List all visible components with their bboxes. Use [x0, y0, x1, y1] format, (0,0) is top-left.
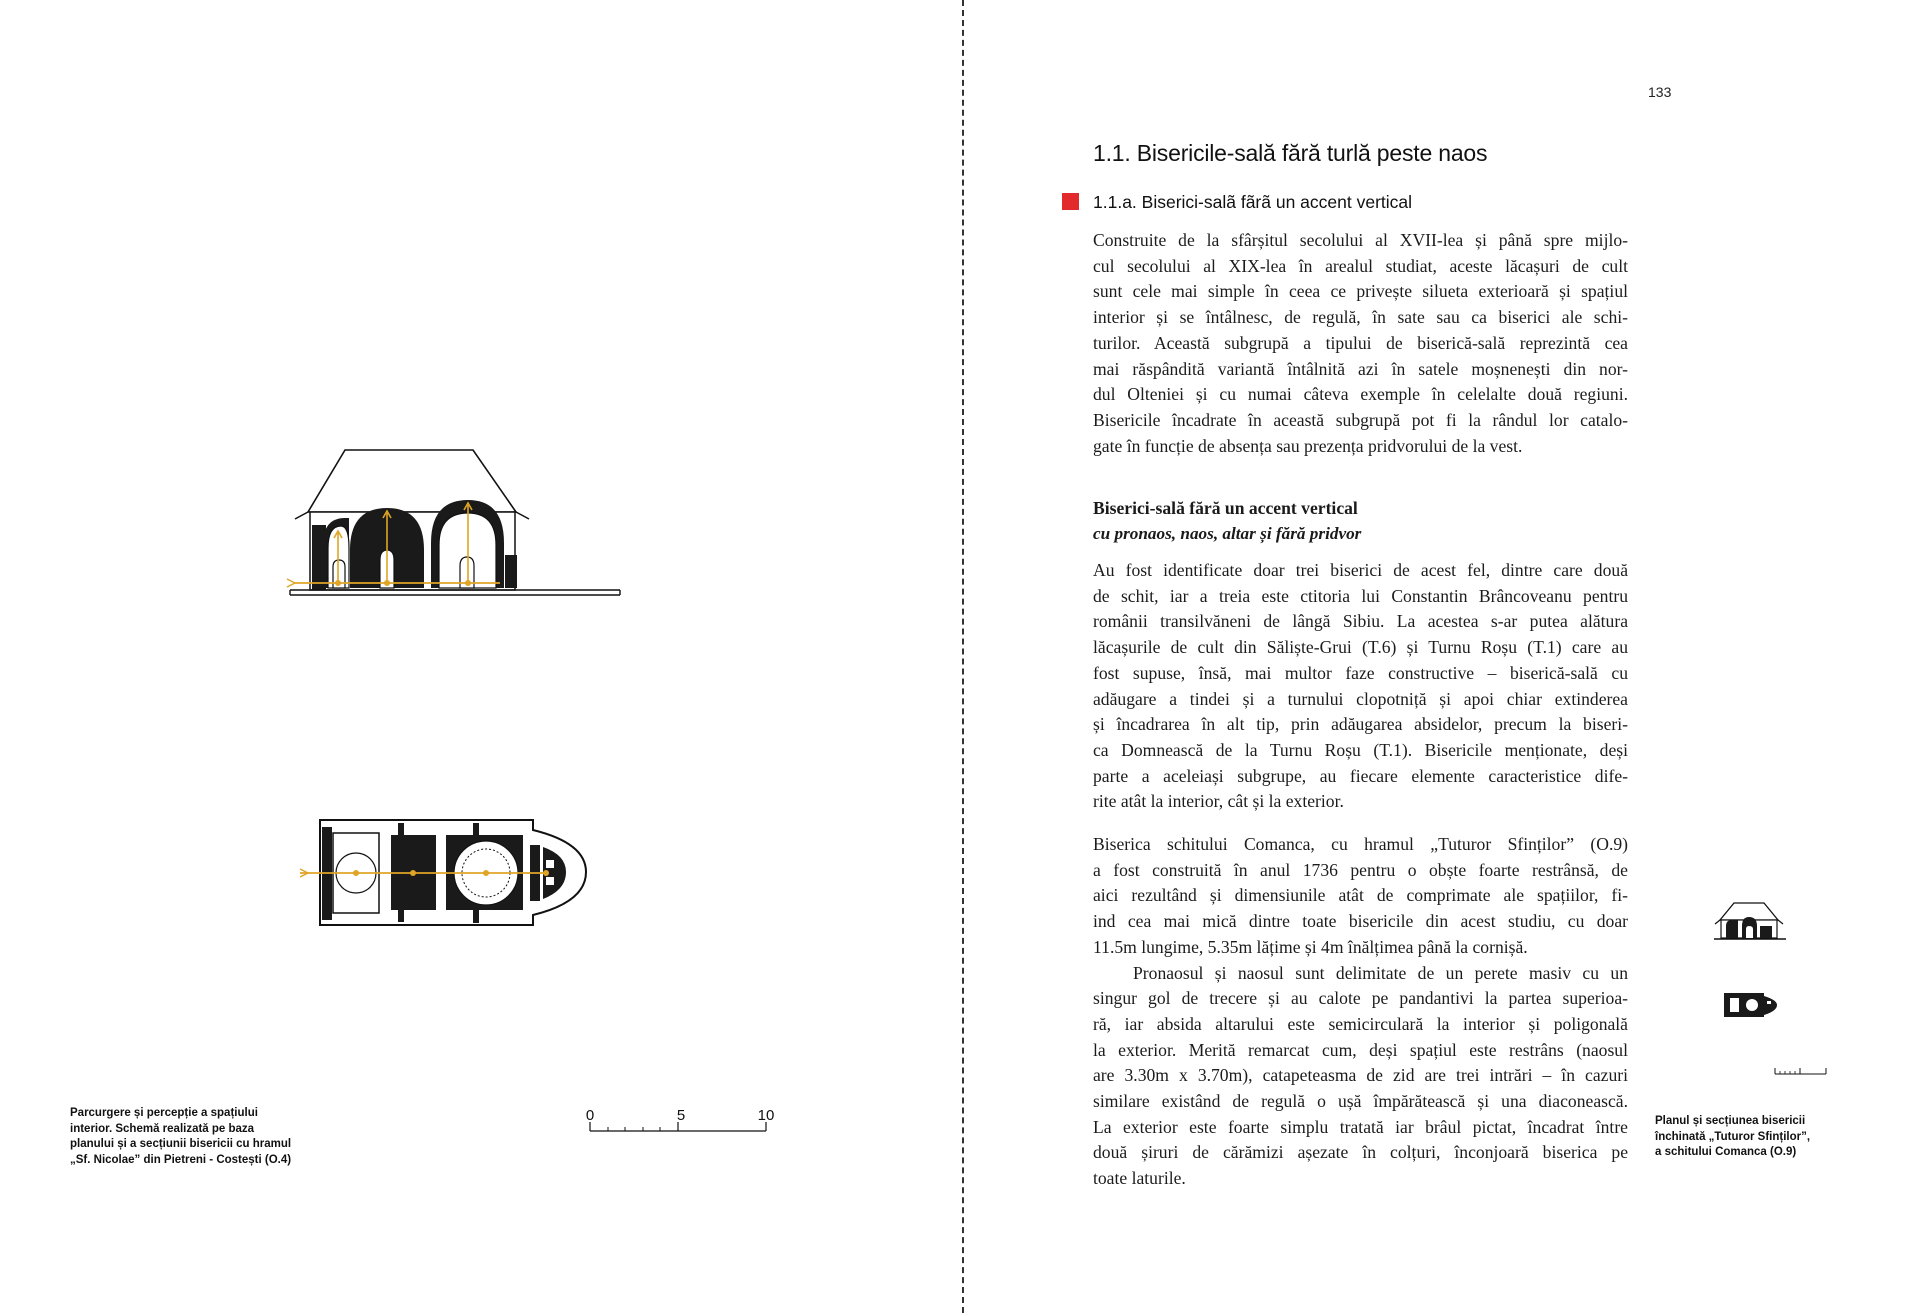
text-line: ca Domnească de la Turnu Roșu (T.1). Bisericile menționate, deși [1093, 739, 1628, 760]
text-line: are 3.30m x 3.70m), catapeteasma de zid are trei intrări – în cazuri [1093, 1065, 1628, 1086]
text-line: cul secolului al XIX-lea în arealul studiat, aceste lăcașuri de cult [1093, 255, 1628, 276]
text-line: aici rezultând și dimensiunile atât de comprimate ale spațiilor, fi- [1093, 885, 1628, 906]
text-line: parte a aceleiași subgrupe, au fiecare elemente caracteristice dife- [1093, 765, 1628, 786]
text-line: și încadrarea în alt tip, prin adăugarea absidelor, precum la biseri- [1093, 714, 1628, 735]
subgroup-heading [1093, 496, 1628, 546]
text-line: gate în funcție de absența sau prezența pridvorului de la vest. [1093, 435, 1523, 456]
text-line: la exterior. Merită remarcat cum, deși spațiul este restrâns (naosul [1093, 1039, 1628, 1060]
figure-caption-left [70, 1106, 291, 1168]
text-line: ră, iar absida altarului este semicirculară la interior și poligonală [1093, 1013, 1628, 1034]
text-line: interior și se întâlnesc, de regulă, în sate sau ca biserici ale schi- [1093, 307, 1628, 328]
caption-line: interior. Schemă realizată pe baza [70, 1122, 255, 1135]
section-title: 1.1. Bisericile-sală fără turlă peste naos [1093, 140, 1488, 166]
caption-line: planului și a secțiunii bisericii cu hramul [70, 1138, 292, 1150]
text-line: de schit, iar a treia este ctitoria lui Constantin Brâncoveanu pentru [1093, 585, 1628, 606]
text-line: două șiruri de cărămizi așezate în colțuri, înconjoară biserica pe [1093, 1142, 1628, 1163]
text-line: ind cea mai mică dintre toate bisericile din acest studiu, cu doar [1093, 911, 1628, 932]
text-line: 11.5m lungime, 5.35m lățime și 4m înălțimea până la cornișă. [1093, 936, 1528, 957]
text-line: turilor. Această subgrupă a tipului de biserică-sală reprezintă cea [1093, 332, 1628, 353]
text-line: sunt cele mai simple în ceea ce privește silueta exterioară și spațiul [1093, 281, 1628, 302]
scale-label-10: 10 [757, 1107, 775, 1124]
paragraph-identified-churches [1093, 558, 1628, 815]
caption-line: Planul și secțiunea bisericii [1655, 1115, 1806, 1127]
small-church-plan-thumbnail [1722, 990, 1780, 1020]
text-line: toate laturile. [1093, 1168, 1186, 1189]
figure-caption-right [1655, 1114, 1810, 1161]
text-line: Construite de la sfârșitul secolului al XVII-lea și până spre mijlo- [1093, 230, 1628, 250]
small-scale-bar [1774, 1063, 1828, 1077]
text-line: lăcașurile de cult din Săliște-Grui (T.6) și Turnu Roșu (T.1) care au [1093, 637, 1628, 658]
subsection-title: 1.1.a. Biserici-salã fãrã un accent vertical [1093, 192, 1413, 212]
paragraph-comanca-church [1093, 832, 1628, 1192]
text-line: rite atât la interior, cât și la exterior. [1093, 791, 1344, 812]
text-line: Au fost identificate doar trei biserici de acest fel, dintre care două [1093, 560, 1628, 580]
text-line: fost supuse, însă, mai multor faze constructive – biserică-sală cu [1093, 662, 1628, 683]
subgroup-subtitle: cu pronaos, naos, altar și fără pridvor [1093, 524, 1362, 543]
red-square-marker [1062, 193, 1079, 210]
text-line: singur gol de trecere și au calote pe pandantivi la partea superioa- [1093, 988, 1628, 1009]
text-line: dul Olteniei și cu numai câteva exemple în celelalte două regiuni. [1093, 384, 1628, 405]
church-plan-drawing [298, 815, 593, 935]
small-church-section-thumbnail [1712, 900, 1788, 942]
caption-line: Parcurgere și percepție a spațiului [70, 1107, 258, 1119]
subgroup-title: Biserici-sală fără un accent vertical [1093, 498, 1358, 518]
caption-line: „Sf. Nicolae” din Pietreni - Costești (O.4) [70, 1153, 292, 1166]
text-line: mai răspândită variantă întâlnită azi în satele moșnenești din nor- [1093, 358, 1628, 379]
page-fold-dashed-line [962, 0, 964, 1313]
scale-label-0: 0 [585, 1107, 595, 1124]
intro-paragraph [1093, 228, 1628, 459]
text-line: Pronaosul și naosul sunt delimitate de un perete masiv cu un [1133, 962, 1628, 983]
text-line: Biserica schitului Comanca, cu hramul „Tuturor Sfinților” (O.9) [1093, 834, 1628, 854]
text-line: a fost construită în anul 1736 pentru o obște foarte restrânsă, de [1093, 859, 1628, 880]
text-line: similare existând de regulă o ușă împărătească și una diaconească. [1093, 1091, 1628, 1112]
scale-label-5: 5 [676, 1107, 686, 1124]
text-line: Bisericile încadrate în această subgrupă pot fi la rândul lor catalo- [1093, 409, 1628, 430]
text-line: La exterior este foarte simplu tratată iar brâul pictat, încadrat între [1093, 1116, 1628, 1137]
page-number: 133 [1648, 84, 1672, 100]
church-section-drawing [285, 445, 625, 620]
text-line: adăugare a tindei și a turnului clopotniță și apoi chiar extinderea [1093, 688, 1628, 709]
scale-bar [585, 1104, 783, 1134]
caption-line: închinată „Tuturor Sfinților”, [1655, 1130, 1811, 1143]
text-line: românii transilvăneni de lângă Sibiu. La acestea s-ar putea alătura [1093, 611, 1628, 632]
caption-line: a schitului Comanca (O.9) [1655, 1146, 1797, 1158]
